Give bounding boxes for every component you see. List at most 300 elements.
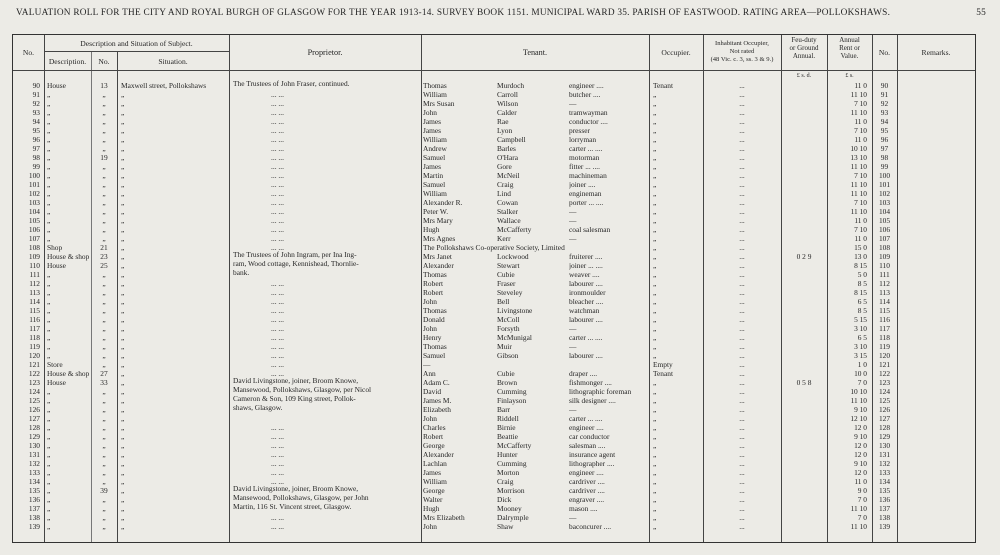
cell-occupier: „ [653,315,657,324]
cell-first: Mrs Janet [423,252,452,261]
cell-num: „ [102,180,106,189]
cell-sur: Shaw [497,522,514,531]
cell-no2: 136 [878,495,891,504]
cell-sit: „ [121,108,125,117]
table-row [13,351,975,360]
cell-val: 12 10 [850,414,867,423]
cell-first: — [423,360,431,369]
cell-desc: „ [47,405,51,414]
table-row [13,396,975,405]
table-row [13,99,975,108]
cell-sur: Forsyth [497,324,520,333]
cell-sit: „ [121,369,125,378]
cell-occupier: „ [653,297,657,306]
cell-no2: 109 [878,252,891,261]
cell-occ: car conductor [569,432,610,441]
cell-num: „ [102,198,106,207]
cell-first: David [423,387,442,396]
feu-line: Feu-duty [791,36,817,44]
cell-occ: butcher .... [569,90,601,99]
cell-sit: „ [121,504,125,513]
cell-occ: joiner .... [569,180,596,189]
cell-occ: lithographer .... [569,459,615,468]
cell-inh: ... [739,342,745,351]
cell-inh: ... [739,243,745,252]
cell-occ: — [569,405,577,414]
cell-inh: ... [739,198,745,207]
cell-sit: „ [121,486,125,495]
cell-no: 118 [29,333,40,342]
cell-no: 127 [28,414,40,423]
cell-no2: 90 [880,81,889,90]
cell-desc: „ [47,324,51,333]
cell-first: John [423,297,437,306]
table-row [13,441,975,450]
cell-inh: ... [739,333,745,342]
inhabitant-line: Not rated [729,48,755,55]
cell-val: 13 10 [850,153,867,162]
cell-sit: „ [121,306,125,315]
proprietor-note: Mansewood, Pollokshaws, Glasgow, per Nicol [233,385,372,394]
cell-val: 1 0 [857,360,867,369]
cell-prop: ... ... [271,450,284,459]
cell-desc: „ [47,171,51,180]
col-header-feu-duty [781,36,827,60]
cell-num: „ [102,216,106,225]
cell-no2: 94 [880,117,889,126]
page-header [16,8,992,22]
cell-desc: „ [47,504,51,513]
cell-inh: ... [739,99,745,108]
cell-first: James M. [423,396,452,405]
cell-val: 11 10 [850,162,867,171]
cell-occupier: Tenant [653,81,674,90]
cell-sur: Wilson [497,99,519,108]
cell-sit: „ [121,225,125,234]
cell-desc: „ [47,333,51,342]
cell-num: „ [102,504,106,513]
cell-occupier: „ [653,468,657,477]
cell-no: 96 [32,135,40,144]
cell-no: 102 [28,189,40,198]
cell-val: 11 0 [854,216,867,225]
cell-prop: ... ... [271,477,284,486]
cell-desc: „ [47,495,51,504]
cell-sur: McCafferty [497,441,532,450]
cell-sur: Cumming [497,459,527,468]
cell-occupier: „ [653,387,657,396]
cell-inh: ... [739,378,745,387]
cell-val: 9 0 [857,486,867,495]
table-row [13,135,975,144]
cell-inh: ... [739,441,745,450]
table-row [13,198,975,207]
cell-val: 7 0 [857,513,867,522]
cell-no: 103 [28,198,40,207]
cell-no2: 118 [879,333,890,342]
cell-occupier: „ [653,288,657,297]
cell-val: 13 0 [854,252,867,261]
cell-prop: ... ... [271,225,284,234]
cell-num: „ [102,333,106,342]
cell-no2: 125 [878,396,891,405]
cell-no2: 121 [878,360,891,369]
cell-inh: ... [739,495,745,504]
cell-occ: motorman [569,153,600,162]
cell-no: 138 [28,513,40,522]
cell-occ: engineman [569,189,602,198]
table-row [13,504,975,513]
cell-occ: carter ... .... [569,333,603,342]
cell-sit: „ [121,99,125,108]
cell-first: William [423,477,447,486]
cell-no: 109 [28,252,40,261]
cell-num: „ [102,468,106,477]
cell-first: William [423,189,447,198]
cell-sit: „ [121,270,125,279]
cell-num: 21 [100,243,108,252]
cell-desc: „ [47,477,51,486]
cell-no: 136 [28,495,40,504]
cell-occupier: „ [653,207,657,216]
cell-num: „ [102,135,106,144]
cell-prop: ... ... [271,513,284,522]
cell-no2: 99 [880,162,889,171]
cell-desc: „ [47,279,51,288]
cell-sit: „ [121,378,125,387]
cell-val: 8 5 [857,279,867,288]
table-row [13,126,975,135]
cell-prop: ... ... [271,279,284,288]
cell-num: „ [102,117,106,126]
cell-inh: ... [739,351,745,360]
cell-val: 5 15 [854,315,867,324]
cell-no2: 96 [880,135,889,144]
cell-num: „ [102,126,106,135]
table-row [13,117,975,126]
cell-first: Thomas [423,81,447,90]
cell-first: Donald [423,315,445,324]
cell-first: James [423,126,442,135]
cell-val: 11 10 [850,90,867,99]
cell-prop: ... ... [271,126,284,135]
cell-desc: „ [47,207,51,216]
table-row [13,495,975,504]
cell-occupier: „ [653,243,657,252]
cell-sur: Cowan [497,198,518,207]
cell-occupier: „ [653,225,657,234]
cell-no2: 128 [878,423,891,432]
cell-prop: ... ... [271,180,284,189]
cell-sur: Brown [497,378,518,387]
cell-sur: Barr [497,405,511,414]
cell-no: 104 [28,207,40,216]
cell-no2: 138 [878,513,891,522]
table-row [13,216,975,225]
cell-val: 10 10 [850,387,867,396]
cell-val: 11 0 [854,234,867,243]
table-row [13,270,975,279]
cell-occ: draper .... [569,369,598,378]
cell-sit: „ [121,288,125,297]
cell-sit: „ [121,324,125,333]
cell-inh: ... [739,423,745,432]
cell-sur: Morton [497,468,520,477]
cell-desc: „ [47,414,51,423]
table-row [13,90,975,99]
annual-line: Rent or [839,44,860,52]
cell-num: 23 [100,252,108,261]
cell-occupier: „ [653,117,657,126]
cell-inh: ... [739,369,745,378]
cell-sit: „ [121,261,125,270]
cell-occ: ironmoulder [569,288,606,297]
cell-occupier: „ [653,162,657,171]
col-header-number: No. [98,57,110,66]
cell-prop: ... ... [271,189,284,198]
cell-prop: ... ... [271,90,284,99]
cell-inh: ... [739,180,745,189]
cell-no: 130 [28,441,40,450]
cell-sit: „ [121,360,125,369]
cell-desc: House & shop [47,369,90,378]
cell-occupier: „ [653,180,657,189]
cell-no2: 139 [878,522,891,531]
cell-desc: „ [47,513,51,522]
cell-sit: „ [121,243,125,252]
cell-no: 115 [29,306,40,315]
cell-occupier: „ [653,90,657,99]
cell-no: 135 [28,486,40,495]
cell-val: 9 10 [854,459,867,468]
cell-num: „ [102,207,106,216]
cell-occ: salesman .... [569,441,606,450]
cell-val: 11 10 [850,504,867,513]
cell-no: 129 [28,432,40,441]
cell-sit: „ [121,135,125,144]
cell-num: „ [102,297,106,306]
cell-val: 12 0 [854,441,867,450]
cell-occupier: „ [653,441,657,450]
cell-no: 101 [28,180,40,189]
cell-occupier: Empty [653,360,673,369]
cell-inh: ... [739,450,745,459]
cell-inh: ... [739,189,745,198]
cell-sur: Murdoch [497,81,525,90]
cell-no2: 133 [878,468,891,477]
cell-prop: ... ... [271,162,284,171]
cell-sur: Dick [497,495,512,504]
cell-no2: 131 [878,450,891,459]
table-row [13,189,975,198]
cell-occ: conductor .... [569,117,608,126]
col-header-inhabitant [703,40,781,64]
table-row [13,522,975,531]
cell-no: 112 [29,279,40,288]
cell-val: 11 10 [850,207,867,216]
table-row [13,414,975,423]
cell-occ: cardriver .... [569,477,605,486]
cell-desc: „ [47,90,51,99]
cell-val: 8 15 [854,288,867,297]
cell-sit: „ [121,252,125,261]
cell-desc: „ [47,432,51,441]
cell-no: 93 [32,108,40,117]
cell-occupier: „ [653,477,657,486]
cell-first: John [423,522,437,531]
cell-no: 134 [28,477,40,486]
cell-first: Samuel [423,351,446,360]
cell-inh: ... [739,252,745,261]
cell-val: 11 0 [854,135,867,144]
cell-prop: ... ... [271,144,284,153]
cell-occupier: „ [653,378,657,387]
cell-occ: fruiterer .... [569,252,603,261]
cell-sur: Craig [497,477,514,486]
cell-inh: ... [739,360,745,369]
cell-no2: 130 [878,441,891,450]
cell-num: „ [102,423,106,432]
cell-sit: „ [121,279,125,288]
cell-no: 97 [32,144,40,153]
cell-num: „ [102,396,106,405]
cell-sit: „ [121,297,125,306]
cell-no: 131 [28,450,40,459]
cell-num: „ [102,270,106,279]
cell-sit: „ [121,198,125,207]
cell-inh: ... [739,459,745,468]
cell-sit: „ [121,90,125,99]
cell-occupier: „ [653,216,657,225]
cell-prop: ... ... [271,459,284,468]
cell-desc: „ [47,306,51,315]
cell-occupier: „ [653,189,657,198]
cell-prop: ... ... [271,369,284,378]
cell-sur: Mooney [497,504,522,513]
cell-no2: 122 [878,369,891,378]
cell-val: 12 0 [854,423,867,432]
table-row [13,378,975,387]
cell-num: „ [102,450,106,459]
cell-occupier: „ [653,396,657,405]
cell-no2: 129 [878,432,891,441]
cell-occ: — [569,324,577,333]
table-row [13,387,975,396]
cell-sit: „ [121,117,125,126]
cell-num: „ [102,234,106,243]
cell-val: 11 0 [854,117,867,126]
table-row [13,81,975,90]
cell-val: 10 0 [854,369,867,378]
cell-occupier: „ [653,135,657,144]
cell-prop: ... ... [271,468,284,477]
cell-inh: ... [739,468,745,477]
col-header-description: Description. [48,57,87,66]
cell-sur: Fraser [497,279,516,288]
cell-prop: ... ... [271,243,284,252]
cell-no2: 114 [879,297,890,306]
cell-occ: — [569,99,577,108]
cell-desc: „ [47,162,51,171]
cell-desc: „ [47,297,51,306]
cell-occ: lithographic foreman [569,387,632,396]
proprietor-note: Martin, 116 St. Vincent street, Glasgow. [233,502,352,511]
cell-desc: „ [47,117,51,126]
cell-no: 119 [29,342,40,351]
cell-val: 11 0 [854,477,867,486]
cell-sit: „ [121,423,125,432]
cell-num: „ [102,162,106,171]
cell-occ: silk designer .... [569,396,616,405]
cell-desc: „ [47,351,51,360]
cell-sur: McCafferty [497,225,532,234]
cell-occupier: „ [653,333,657,342]
table-row [13,162,975,171]
cell-first: Martin [423,171,444,180]
cell-sur: Hunter [497,450,518,459]
cell-desc: „ [47,459,51,468]
proprietor-note: David Livingstone, joiner, Broom Knowe, [233,376,359,385]
cell-prop: ... ... [271,99,284,108]
cell-first: Thomas [423,342,447,351]
cell-sit: „ [121,495,125,504]
cell-sit: „ [121,450,125,459]
cell-occ: baconcurer .... [569,522,612,531]
cell-prop: ... ... [271,234,284,243]
cell-desc: „ [47,180,51,189]
proprietor-note: Cameron & Son, 109 King street, Pollok- [233,394,356,403]
page-number: 55 [976,8,986,18]
cell-val: 8 5 [857,306,867,315]
cell-prop: ... ... [271,117,284,126]
cell-no2: 117 [879,324,890,333]
cell-first: Hugh [423,504,440,513]
cell-no: 90 [32,81,40,90]
cell-no: 94 [32,117,40,126]
cell-sit: „ [121,396,125,405]
cell-no2: 101 [878,180,891,189]
cell-desc: „ [47,441,51,450]
cell-no2: 120 [878,351,891,360]
cell-occupier: „ [653,504,657,513]
cell-no: 105 [28,216,40,225]
cell-inh: ... [739,306,745,315]
cell-inh: ... [739,297,745,306]
cell-sur: Morrison [497,486,525,495]
cell-sur: Barles [497,144,516,153]
cell-no2: 112 [879,279,890,288]
cell-occupier: „ [653,261,657,270]
col-header-tenant: Tenant. [522,48,548,57]
cell-desc: „ [47,270,51,279]
cell-no2: 91 [880,90,889,99]
cell-val: 6 5 [857,333,867,342]
cell-no: 139 [28,522,40,531]
cell-no2: 95 [880,126,889,135]
cell-occupier: „ [653,351,657,360]
table-row [13,324,975,333]
cell-occ: labourer .... [569,279,603,288]
valuation-table [12,34,976,543]
cell-desc: „ [47,108,51,117]
cell-no2: 126 [878,405,891,414]
cell-inh: ... [739,216,745,225]
cell-desc: „ [47,423,51,432]
proprietor-note: Mansewood, Pollokshaws, Glasgow, per John [233,493,369,502]
cell-inh: ... [739,144,745,153]
cell-inh: ... [739,135,745,144]
cell-val: 12 0 [854,450,867,459]
